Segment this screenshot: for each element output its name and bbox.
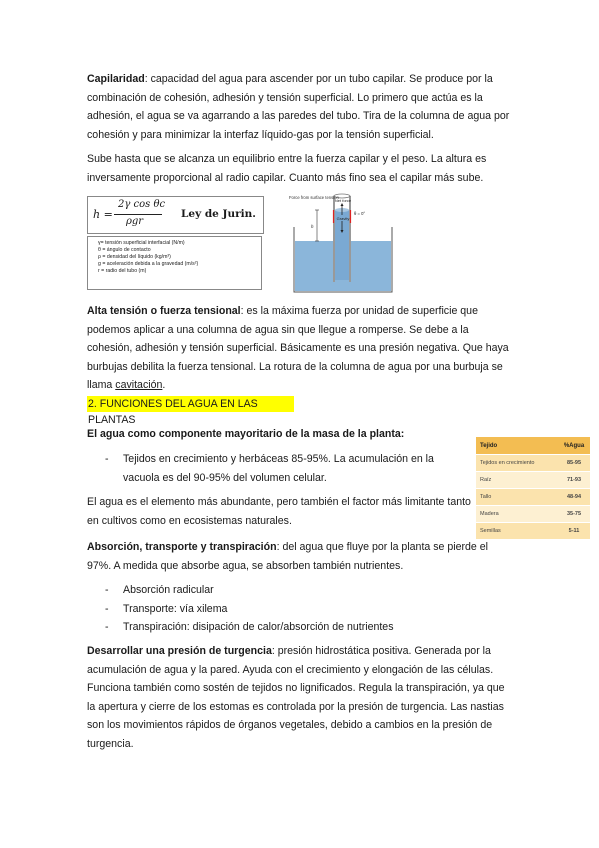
table-header-cell: Tejido (480, 442, 498, 449)
fraction-bar (114, 214, 162, 215)
legend-line: r = radio del tubo (m) (98, 268, 147, 274)
componente-title: El agua como componente mayoritario de la masa de la planta: (87, 428, 405, 440)
absorcion-term: Absorción, transporte y transpiración (87, 541, 277, 553)
capilaridad-term: Capilaridad (87, 73, 145, 85)
table-cell: Tallo (480, 494, 492, 500)
capillary-tube-figure (287, 193, 399, 295)
angle-label: θ = 0° (354, 211, 366, 216)
force-label: Force from surface tension (289, 195, 339, 200)
bullet-text: Transpiración: disipación de calor/absorción de nutrientes (123, 621, 394, 633)
list-item (87, 600, 507, 619)
formula-lhs: h = (93, 208, 113, 221)
table-header-cell: %Agua (563, 442, 585, 449)
componente-bullet-list (87, 450, 462, 487)
equilibrio-paragraph: Sube hasta que se alcanza un equilibrio entre la fuerza capilar y el peso. La altura es inversamente proporcional al radio capilar. Cuanto más fino sea el capilar más sube. (87, 153, 487, 184)
capilaridad-text: : capacidad del agua para ascender por un tubo capilar. Se produce por la combinación de cohesión, adhesión y tensión superficial. Lo primero que actúa es la adhesión, el agua se va agarrando a las paredes del tubo. Tira de la columna de agua por cohesión y para minimizar la interfaz líquido-gas por la tensión superficial. (87, 73, 510, 141)
capilaridad-paragraph (87, 70, 512, 144)
net-force-arrowhead (341, 203, 344, 206)
table-cell: 71-93 (566, 477, 582, 483)
tension-end: . (162, 379, 166, 391)
formula-legend (87, 236, 262, 290)
gravity-label: Gravity (336, 216, 350, 221)
cavitacion-link[interactable]: cavitación (115, 379, 163, 391)
bullet-text: Absorción radicular (123, 584, 214, 596)
section-heading: 2. FUNCIONES DEL AGUA EN LAS PLANTAS (87, 396, 294, 412)
bullet-dash: - (105, 453, 109, 465)
table-cell: Raíz (480, 477, 492, 483)
table-cell: Semillas (480, 528, 501, 534)
table-row (476, 472, 590, 489)
water-content-table (476, 437, 590, 540)
turgencia-text: : presión hidrostática positiva. Generada por la acumulación de agua y la pared. Ayuda con el crecimiento y elongación de las células. Funciona también como sostén de tejidos no lignificados. Regula la transpiración, ya que la apertura y cierre de los estomas es controlada por la presión de turgencia. Las nastias son los movimientos rápidos de órganos vegetales, debido a cambios en la presión de turgencia. (87, 645, 505, 750)
table-cell: Madera (480, 511, 499, 517)
tube-wall-left (333, 196, 335, 282)
absorcion-bullet-list (87, 581, 507, 637)
table-row (476, 489, 590, 506)
bullet-text: Transporte: vía xilema (123, 602, 228, 615)
turgencia-term: Desarrollar una presión de turgencia (87, 645, 272, 657)
list-item (87, 618, 507, 637)
net-force-label: Net force (334, 198, 352, 203)
bullet-dash: - (105, 584, 109, 596)
legend-line: γ= tensión superficial interfacial (N/m) (98, 240, 185, 246)
table-header-row (476, 437, 590, 455)
bullet-dash: - (105, 621, 109, 633)
bullet-text: Tejidos en crecimiento y herbáceas 85-95%. La acumulación en la vacuola es del 90-95% del volumen celular. (123, 453, 434, 484)
table-row (476, 455, 590, 472)
table-cell: 35-75 (566, 511, 582, 517)
jurin-formula (87, 196, 264, 234)
tube-wall-right (349, 196, 351, 282)
componente-text: El agua es el elemento más abundante, pero también el factor más limitante tanto en cultivos como en ecosistemas naturales. (87, 496, 471, 527)
height-label: h (311, 225, 314, 230)
formula-numerator: 2γ cos θc (118, 199, 166, 210)
tension-term: Alta tensión o fuerza tensional (87, 305, 241, 317)
table-cell: 48-94 (566, 494, 582, 500)
formula-law-name: Ley de Jurin. (181, 208, 256, 220)
list-item (87, 581, 507, 600)
legend-line: ρ = densidad del líquido (kg/m³) (98, 254, 171, 260)
legend-line: θ = ángulo de contacto (98, 247, 151, 253)
absorcion-text: : del agua que fluye por la planta se pierde el 97%. A medida que absorbe agua, se absorben también nutrientes. (87, 541, 488, 572)
formula-denominator: ρgr (126, 216, 144, 227)
list-item (87, 450, 462, 487)
table-cell: Tejidos en crecimiento (480, 460, 535, 466)
tension-text: : es la máxima fuerza por unidad de superficie que podemos aplicar a una columna de agua sin que llegue a romperse. Se debe a la cohesión, adhesión y tensión superficial. Básicamente es una presión negativa. Que haya burbujas debilita la fuerza tensional. La rotura de la columna de agua por una burbuja se llama (87, 305, 509, 391)
table-row (476, 506, 590, 523)
turgencia-paragraph (87, 642, 512, 753)
table-cell: 5-11 (568, 528, 580, 534)
tension-paragraph (87, 302, 512, 395)
table-cell: 85-95 (566, 460, 582, 466)
legend-line: g = aceleración debida a la gravedad (m/s²) (98, 261, 199, 267)
absorcion-paragraph (87, 538, 512, 575)
bullet-dash: - (105, 602, 109, 615)
